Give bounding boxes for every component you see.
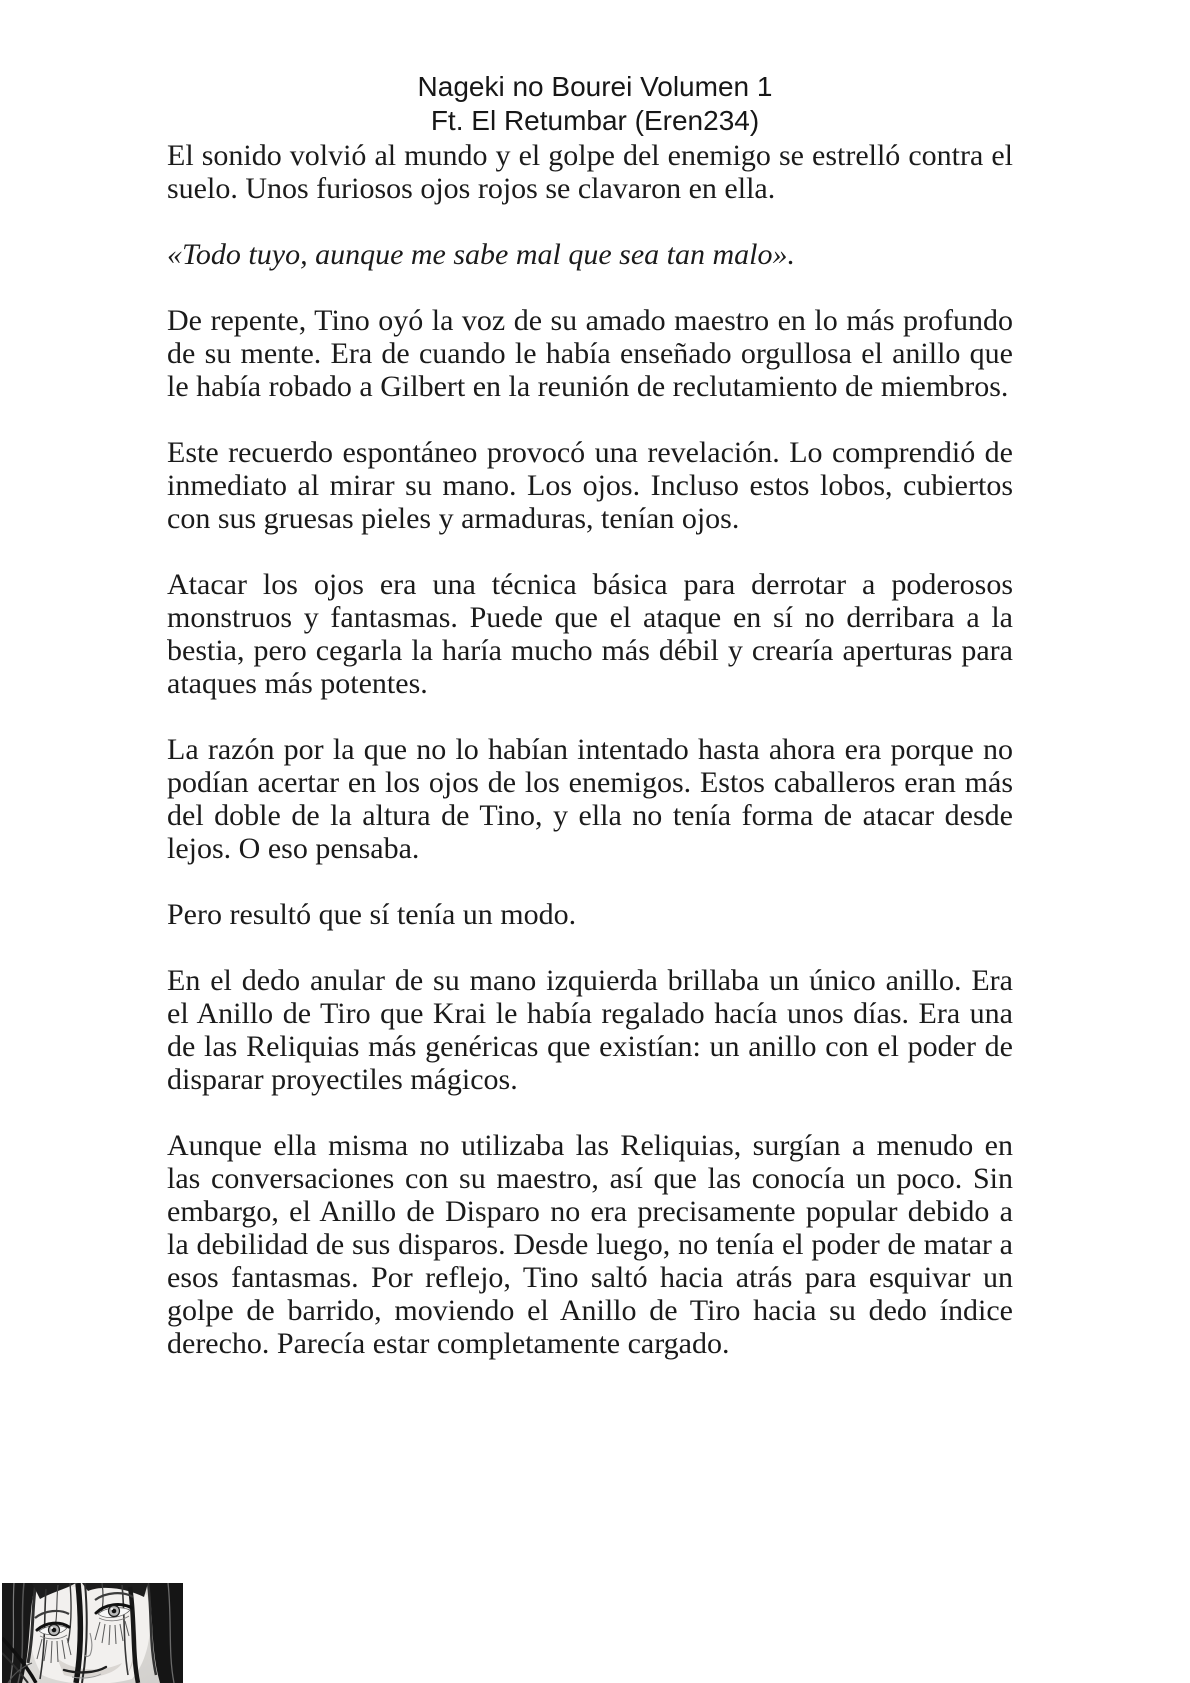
paragraph-3: De repente, Tino oyó la voz de su amado maestro en lo más profundo de su mente. Era de cuando le había enseñado orgullosa el anillo que le había robado a Gilbert en la reunión de reclutamiento de miembros. [167,304,1013,403]
manga-face-svg [2,1583,183,1683]
paragraph-5: Atacar los ojos era una técnica básica para derrotar a poderosos monstruos y fantasmas. Puede que el ataque en sí no derribara a la bestia, pero cegarla la haría mucho más débil y crearía aperturas para ataques más potentes. [167,568,1013,700]
paragraph-4: Este recuerdo espontáneo provocó una revelación. Lo comprendió de inmediato al mirar su mano. Los ojos. Incluso estos lobos, cubiertos con sus gruesas pieles y armaduras, tenían ojos. [167,436,1013,535]
manga-face-illustration [2,1583,183,1683]
document-title: Nageki no Bourei Volumen 1 [417,71,773,102]
paragraph-7: Pero resultó que sí tenía un modo. [167,898,577,931]
paragraph-8: En el dedo anular de su mano izquierda brillaba un único anillo. Era el Anillo de Tiro que Krai le había regalado hacía unos días. Era una de las Reliquias más genéricas que existían: un anillo con el poder de disparar proyectiles mágicos. [167,964,1013,1096]
document-body [167,139,1013,1393]
document-header [0,70,1190,138]
paragraph-2-quote: «Todo tuyo, aunque me sabe mal que sea tan malo». [167,238,796,271]
document-subtitle: Ft. El Retumbar (Eren234) [430,105,760,136]
paragraph-6: La razón por la que no lo habían intentado hasta ahora era porque no podían acertar en los ojos de los enemigos. Estos caballeros eran más del doble de la altura de Tino, y ella no tenía forma de atacar desde lejos. O eso pensaba. [167,733,1013,865]
paragraph-9: Aunque ella misma no utilizaba las Reliquias, surgían a menudo en las conversaciones con su maestro, así que las conocía un poco. Sin embargo, el Anillo de Disparo no era precisamente popular debido a la debilidad de sus disparos. Desde luego, no tenía el poder de matar a esos fantasmas. Por reflejo, Tino saltó hacia atrás para esquivar un golpe de barrido, moviendo el Anillo de Tiro hacia su dedo índice derecho. Parecía estar completamente cargado. [167,1129,1013,1360]
paragraph-1: El sonido volvió al mundo y el golpe del enemigo se estrelló contra el suelo. Unos furiosos ojos rojos se clavaron en ella. [167,139,1013,205]
